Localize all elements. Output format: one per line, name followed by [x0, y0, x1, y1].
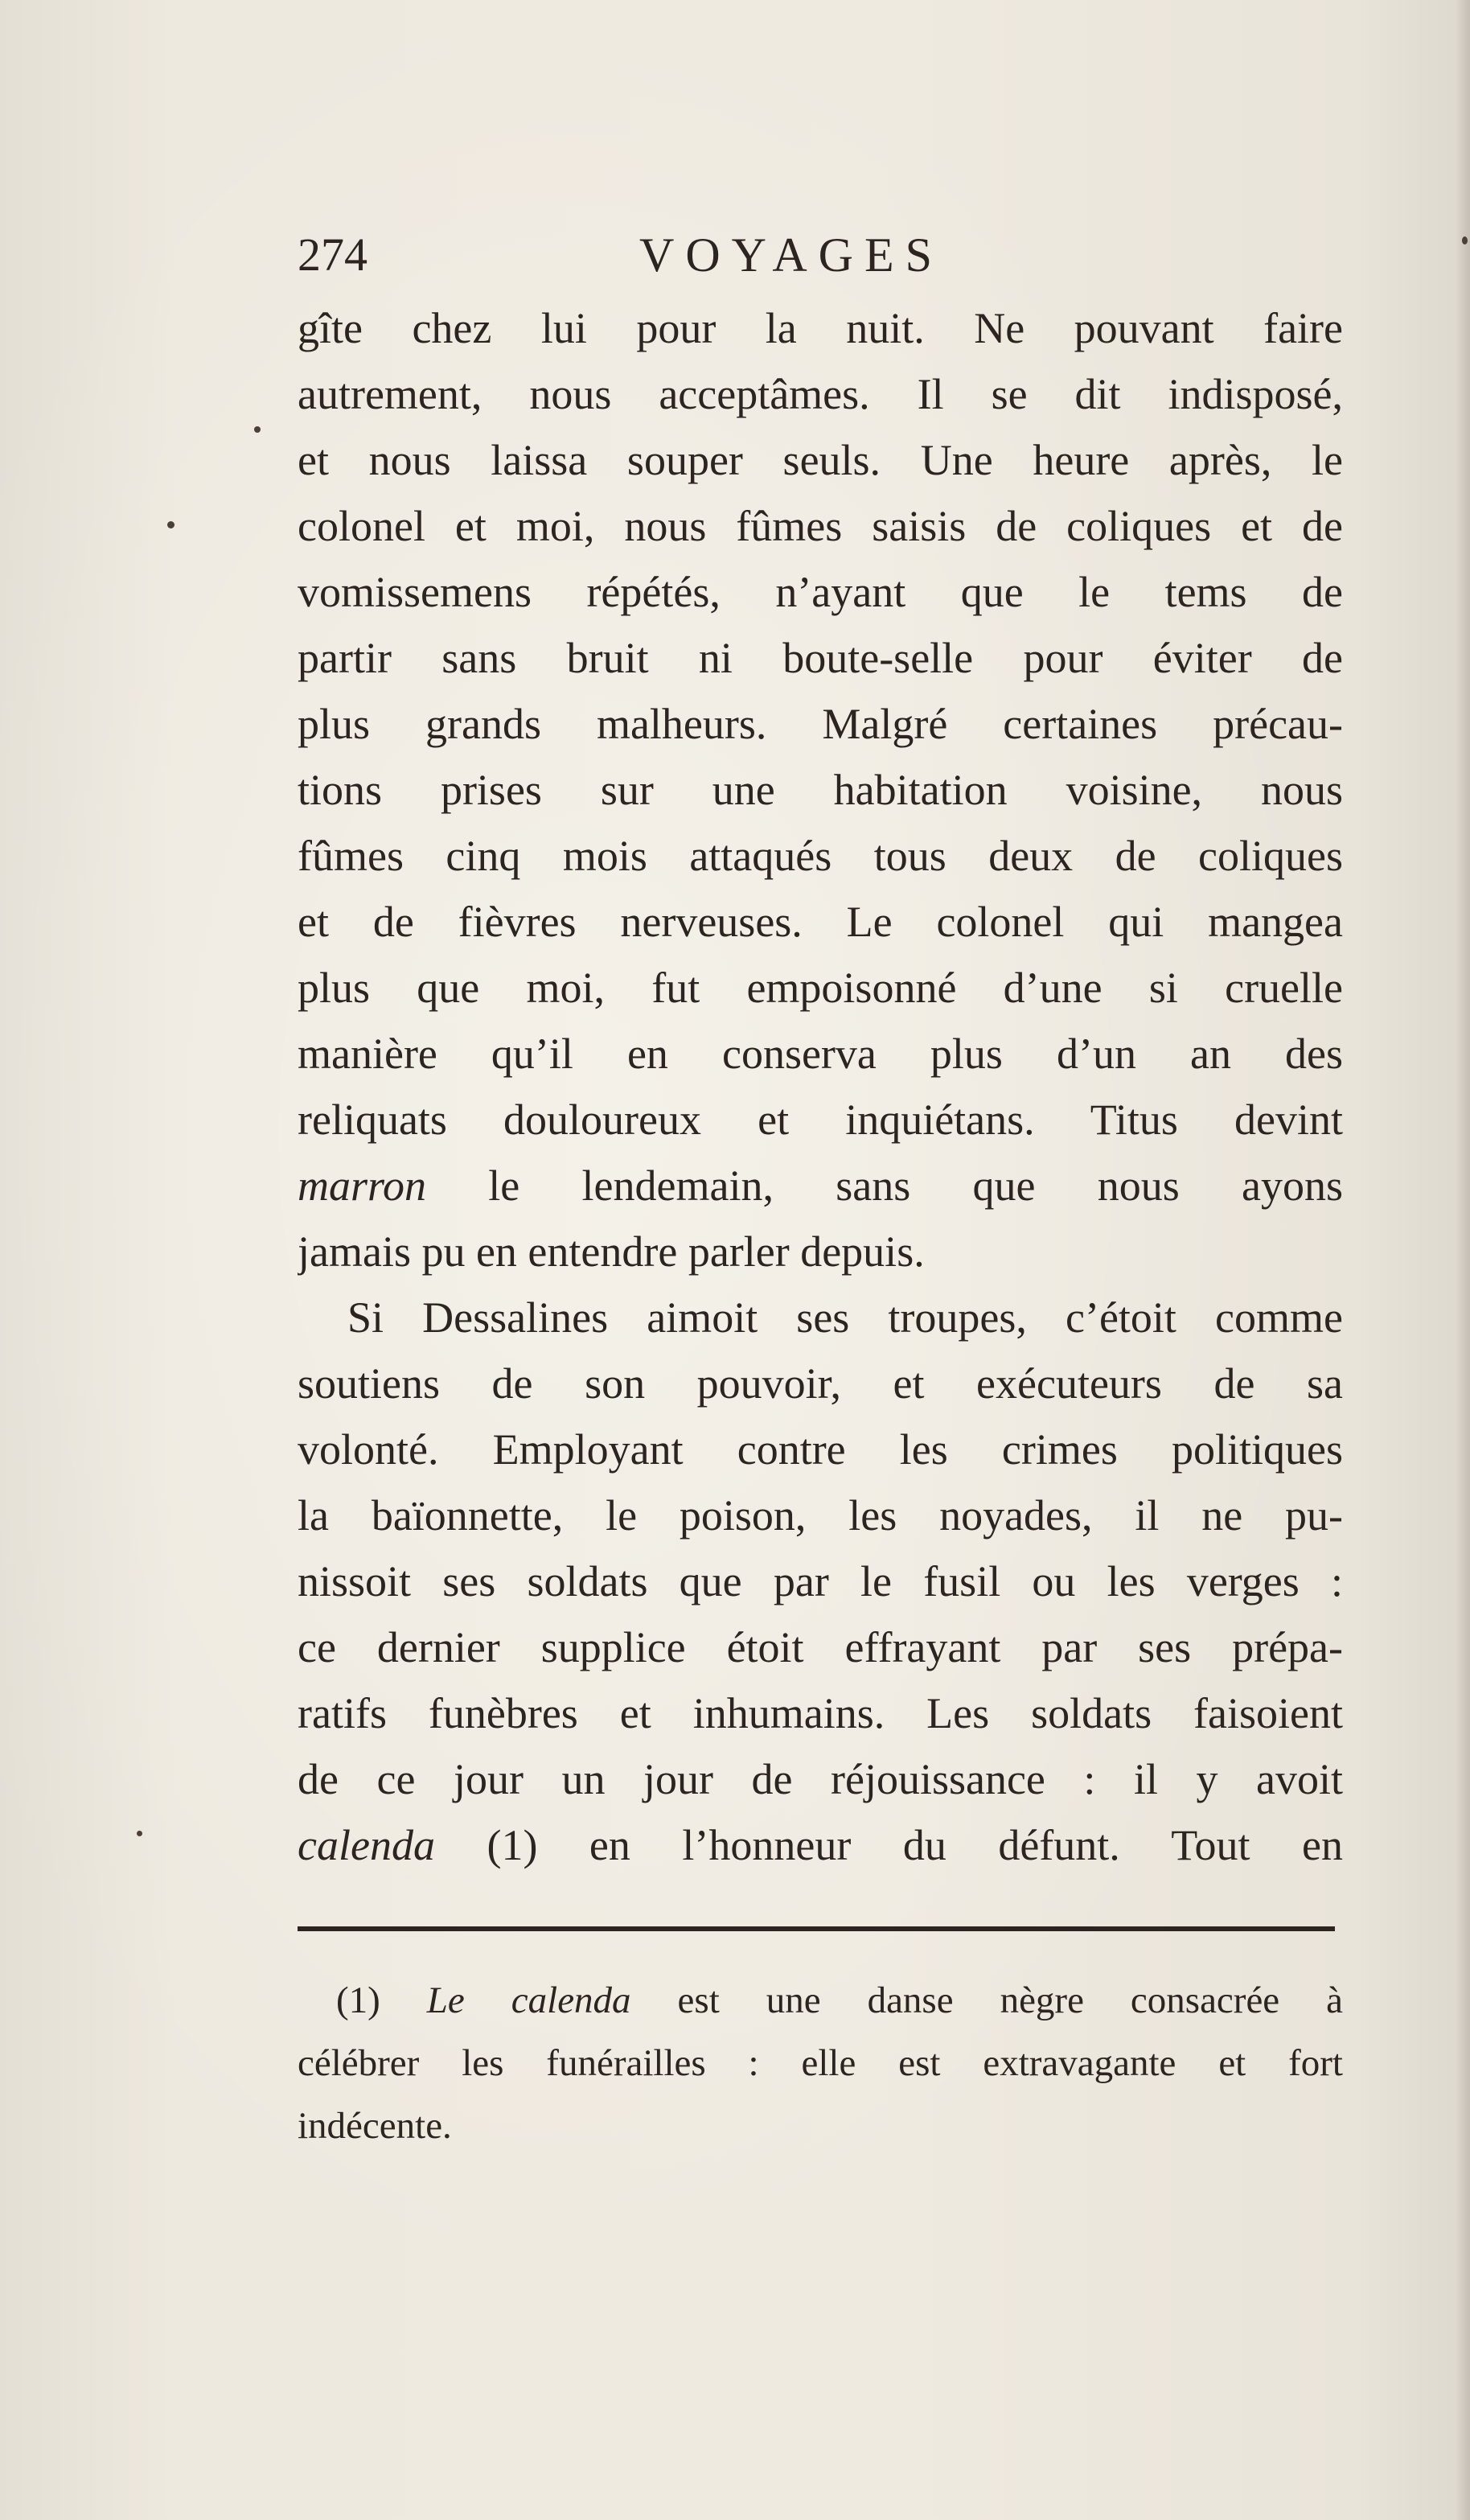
page-header — [298, 219, 1343, 291]
ink-speck — [1462, 236, 1468, 245]
text-line: colonel et moi, nous fûmes saisis de coliques et de — [298, 502, 1343, 550]
text-line: nissoit ses soldats que par le fusil ou les verges : — [298, 1557, 1343, 1605]
page-number: 274 — [298, 228, 368, 281]
paragraph-2-first-line: Si Dessalines aimoit ses troupes, c’étoit comme — [347, 1293, 1343, 1342]
text-line: partir sans bruit ni boute-selle pour éviter de — [298, 634, 1343, 682]
footnote-line-2: célébrer les funérailles : elle est extravagante et fort — [298, 2042, 1343, 2084]
text-line: soutiens de son pouvoir, et exécuteurs de sa — [298, 1359, 1343, 1408]
footnote-marker: (1) — [336, 1979, 427, 2021]
text-line: de ce jour un jour de réjouissance : il y avoit — [298, 1755, 1343, 1803]
ink-speck — [167, 521, 175, 528]
main-text — [298, 295, 1343, 1878]
text-line-marron-rest: le lendemain, sans que nous ayons — [426, 1161, 1343, 1210]
text-line-paragraph-end: jamais pu en entendre parler depuis. — [298, 1227, 925, 1276]
italic-word-calenda: calenda — [298, 1821, 435, 1869]
text-line: vomissemens répétés, n’ayant que le tems de — [298, 568, 1343, 616]
text-line: manière qu’il en conserva plus d’un an des — [298, 1030, 1343, 1078]
text-line: plus grands malheurs. Malgré certaines précau- — [298, 700, 1343, 748]
italic-word-marron: marron — [298, 1161, 427, 1210]
text-line-calenda-rest: (1) en l’honneur du défunt. Tout en — [434, 1821, 1343, 1869]
footnote-line-1 — [298, 1969, 1343, 2032]
page-edge-shadow — [1456, 0, 1470, 2520]
text-line: gîte chez lui pour la nuit. Ne pouvant faire — [298, 304, 1343, 352]
running-title: VOYAGES — [639, 228, 944, 282]
footnote-rule — [298, 1926, 1335, 1931]
text-line: et de fièvres nerveuses. Le colonel qui mangea — [298, 898, 1343, 946]
footnote-term: Le calenda — [426, 1979, 631, 2021]
text-line-calenda — [298, 1812, 1343, 1878]
text-line: tions prises sur une habitation voisine, nous — [298, 766, 1343, 814]
text-line: reliquats douloureux et inquiétans. Titus devint — [298, 1096, 1343, 1144]
text-line: plus que moi, fut empoisonné d’une si cruelle — [298, 964, 1343, 1012]
text-line: autrement, nous acceptâmes. Il se dit indisposé, — [298, 370, 1343, 418]
ink-speck — [254, 426, 261, 433]
text-line: fûmes cinq mois attaqués tous deux de coliques — [298, 832, 1343, 880]
ink-speck — [137, 1831, 142, 1836]
text-line-marron — [298, 1153, 1343, 1219]
footnote — [298, 1969, 1343, 2157]
footnote-line-3: indécente. — [298, 2105, 452, 2147]
text-line: ratifs funèbres et inhumains. Les soldats faisoient — [298, 1689, 1343, 1737]
text-line: et nous laissa souper seuls. Une heure après, le — [298, 436, 1343, 484]
text-line: volonté. Employant contre les crimes politiques — [298, 1425, 1343, 1474]
footnote-line-1-rest: est une danse nègre consacrée à — [630, 1979, 1343, 2021]
text-line: la baïonnette, le poison, les noyades, il ne pu- — [298, 1491, 1343, 1540]
text-line: ce dernier supplice étoit effrayant par ses prépa- — [298, 1623, 1343, 1671]
